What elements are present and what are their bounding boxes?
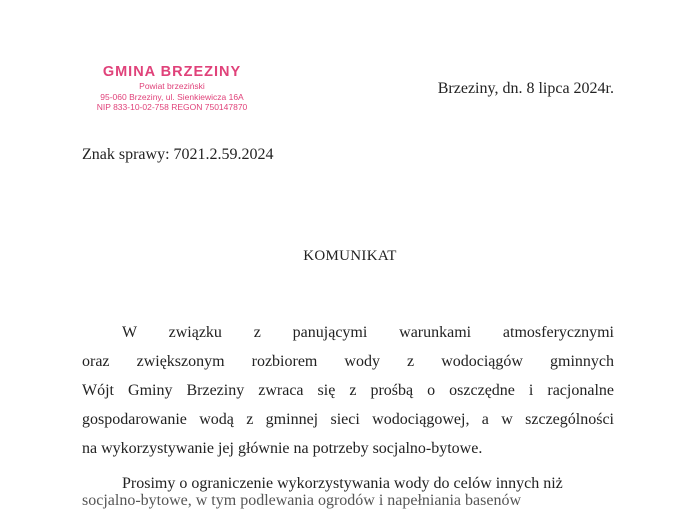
paragraph-1-line-5: na wykorzystywanie jej głównie na potrzeby socjalno-bytowe. xyxy=(82,440,483,457)
paragraph-1-line-1: W związku z panującymi warunkami atmosferycznymi xyxy=(122,324,614,341)
stamp-tax-ids: NIP 833-10-02-758 REGON 750147870 xyxy=(96,102,248,112)
paragraph-1 xyxy=(82,318,614,463)
paragraph-1-line-4: gospodarowanie wodą z gminnej sieci wodociągowej, a w szczególności xyxy=(82,411,614,428)
document-title: KOMUNIKAT xyxy=(303,248,397,264)
paragraph-2: Prosimy o ograniczenie wykorzystywania wody do celów innych niż xyxy=(122,475,563,492)
stamp-address: 95-060 Brzeziny, ul. Sienkiewicza 16A xyxy=(100,91,244,102)
paragraph-1-line-3: Wójt Gminy Brzeziny zwraca się z prośbą o oszczędne i racjonalne xyxy=(82,382,614,399)
place-and-date: Brzeziny, dn. 8 lipca 2024r. xyxy=(437,80,614,97)
stamp-county: Powiat brzeziński xyxy=(139,81,205,91)
case-reference: Znak sprawy: 7021.2.59.2024 xyxy=(82,146,274,163)
letter-body xyxy=(82,318,614,509)
stamp-title: GMINA BRZEZINY xyxy=(102,64,242,80)
paragraph-1-line-2: oraz zwiększonym rozbiorem wody z wodociągów gminnych xyxy=(82,353,614,370)
municipality-stamp xyxy=(92,64,252,113)
paragraph-2-partial-line: socjalno-bytowe, w tym podlewania ogrodów i napełniania basenów xyxy=(82,492,521,509)
